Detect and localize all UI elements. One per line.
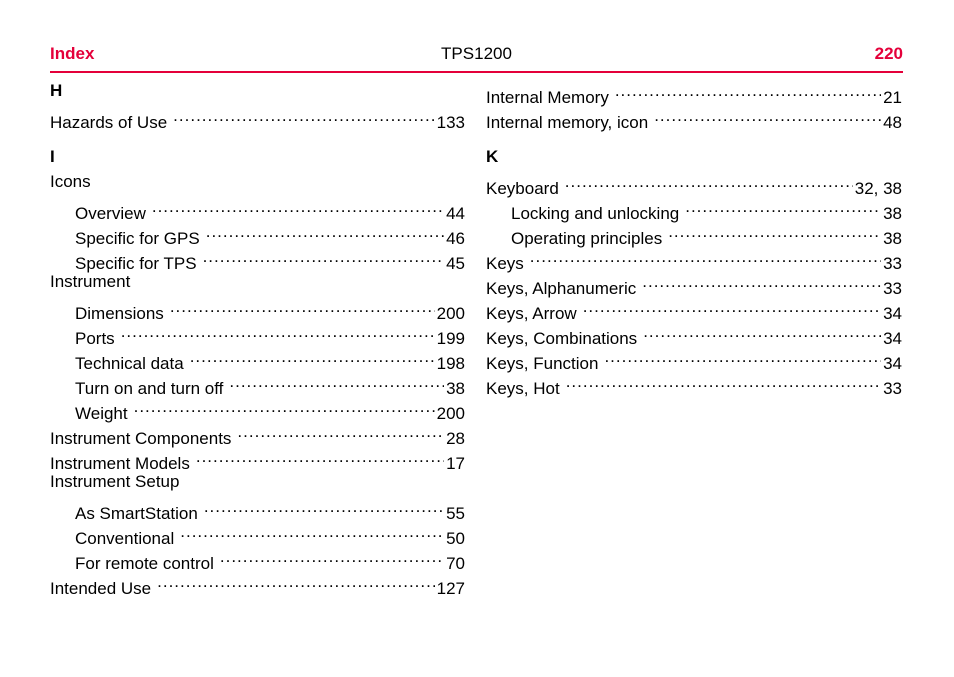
index-heading-i: I — [50, 147, 55, 166]
index-group-term: Instrument Setup — [50, 472, 180, 491]
index-subentry[interactable] — [50, 194, 465, 223]
leader-dots — [203, 244, 445, 269]
index-entry[interactable] — [486, 344, 902, 373]
index-term: Ports — [75, 329, 115, 348]
leader-dots — [685, 194, 881, 219]
leader-dots — [615, 78, 881, 103]
index-term: Keys, Arrow — [486, 304, 577, 323]
index-page-ref: 28 — [446, 429, 465, 448]
index-heading-h: H — [50, 81, 63, 100]
index-page-ref: 44 — [446, 204, 465, 223]
index-page-ref: 33 — [883, 279, 902, 298]
index-subentry[interactable] — [50, 519, 465, 548]
index-term: Conventional — [75, 529, 175, 548]
index-term: Keys, Function — [486, 354, 599, 373]
index-page-ref: 55 — [446, 504, 465, 523]
index-entry[interactable] — [486, 244, 902, 273]
index-subentry[interactable] — [50, 394, 465, 423]
index-term: Specific for TPS — [75, 254, 197, 273]
index-page-ref: 198 — [436, 354, 465, 373]
index-subentry[interactable] — [486, 219, 902, 248]
index-term: Overview — [75, 204, 146, 223]
index-page-ref: 34 — [883, 304, 902, 323]
index-term: Hazards of Use — [50, 113, 168, 132]
index-page-ref: 17 — [446, 454, 465, 473]
leader-dots — [121, 319, 435, 344]
index-column-left — [50, 78, 465, 598]
leader-dots — [204, 494, 444, 519]
index-term: Keys, Hot — [486, 379, 560, 398]
index-term: Turn on and turn off — [75, 379, 224, 398]
index-entry[interactable] — [486, 78, 902, 107]
index-entry[interactable] — [50, 419, 465, 448]
index-term: Intended Use — [50, 579, 152, 598]
leader-dots — [530, 244, 881, 269]
index-page-ref: 33 — [883, 379, 902, 398]
index-term: Weight — [75, 404, 128, 423]
index-entry[interactable] — [486, 269, 902, 298]
leader-dots — [157, 569, 434, 594]
index-term: Internal Memory — [486, 88, 609, 107]
index-term: Dimensions — [75, 304, 164, 323]
leader-dots — [190, 344, 435, 369]
index-page-ref: 127 — [436, 579, 465, 598]
leader-dots — [566, 369, 881, 394]
index-page-ref: 38 — [446, 379, 465, 398]
index-subentry[interactable] — [50, 494, 465, 523]
index-subentry[interactable] — [50, 244, 465, 273]
index-term: Specific for GPS — [75, 229, 200, 248]
leader-dots — [180, 519, 444, 544]
index-entry[interactable] — [486, 103, 902, 132]
leader-dots — [173, 103, 434, 128]
leader-dots — [170, 294, 435, 319]
index-page-ref: 46 — [446, 229, 465, 248]
header-rule — [50, 71, 903, 73]
leader-dots — [583, 294, 881, 319]
index-page-ref: 38 — [883, 204, 902, 223]
index-page-ref: 50 — [446, 529, 465, 548]
leader-dots — [643, 319, 881, 344]
index-entry[interactable] — [50, 103, 465, 132]
index-term: Keyboard — [486, 179, 559, 198]
index-entry[interactable] — [50, 569, 465, 598]
index-page-ref: 34 — [883, 329, 902, 348]
index-page-ref: 45 — [446, 254, 465, 273]
index-term: Locking and unlocking — [511, 204, 680, 223]
index-term: Internal memory, icon — [486, 113, 649, 132]
index-page-ref: 32, 38 — [854, 179, 902, 198]
index-subentry[interactable] — [486, 194, 902, 223]
index-entry[interactable] — [50, 444, 465, 473]
index-page-ref: 200 — [436, 304, 465, 323]
leader-dots — [604, 344, 881, 369]
index-page-ref: 48 — [883, 113, 902, 132]
index-heading-k: K — [486, 147, 499, 166]
index-term: Instrument Components — [50, 429, 232, 448]
leader-dots — [654, 103, 881, 128]
index-term: Keys, Alphanumeric — [486, 279, 637, 298]
index-entry[interactable] — [486, 169, 902, 198]
index-term: Operating principles — [511, 229, 663, 248]
index-term: As SmartStation — [75, 504, 198, 523]
index-term: For remote control — [75, 554, 214, 573]
index-subentry[interactable] — [50, 319, 465, 348]
index-group-term: Instrument — [50, 272, 131, 291]
product-name: TPS1200 — [441, 44, 512, 63]
index-page-ref: 38 — [883, 229, 902, 248]
index-subentry[interactable] — [50, 219, 465, 248]
leader-dots — [196, 444, 444, 469]
leader-dots — [237, 419, 444, 444]
index-term: Instrument Models — [50, 454, 190, 473]
leader-dots — [134, 394, 435, 419]
leader-dots — [565, 169, 853, 194]
index-column-right — [486, 78, 902, 398]
index-page-ref: 21 — [883, 88, 902, 107]
page-header — [50, 44, 903, 68]
index-term: Keys, Combinations — [486, 329, 638, 348]
index-page-ref: 199 — [436, 329, 465, 348]
index-page-ref: 133 — [436, 113, 465, 132]
leader-dots — [206, 219, 444, 244]
index-term: Technical data — [75, 354, 184, 373]
index-page-ref: 33 — [883, 254, 902, 273]
index-page-ref: 200 — [436, 404, 465, 423]
index-subentry[interactable] — [50, 344, 465, 373]
leader-dots — [220, 544, 444, 569]
index-subentry[interactable] — [50, 369, 465, 398]
index-subentry[interactable] — [50, 544, 465, 573]
index-entry[interactable] — [486, 319, 902, 348]
index-page-ref: 34 — [883, 354, 902, 373]
index-page-ref: 70 — [446, 554, 465, 573]
leader-dots — [642, 269, 881, 294]
index-subentry[interactable] — [50, 294, 465, 323]
leader-dots — [152, 194, 444, 219]
index-term: Keys — [486, 254, 524, 273]
leader-dots — [229, 369, 444, 394]
page-number: 220 — [874, 44, 903, 63]
leader-dots — [668, 219, 881, 244]
index-entry[interactable] — [486, 294, 902, 323]
index-entry[interactable] — [486, 369, 902, 398]
index-group-term: Icons — [50, 172, 91, 191]
section-title: Index — [50, 44, 95, 63]
